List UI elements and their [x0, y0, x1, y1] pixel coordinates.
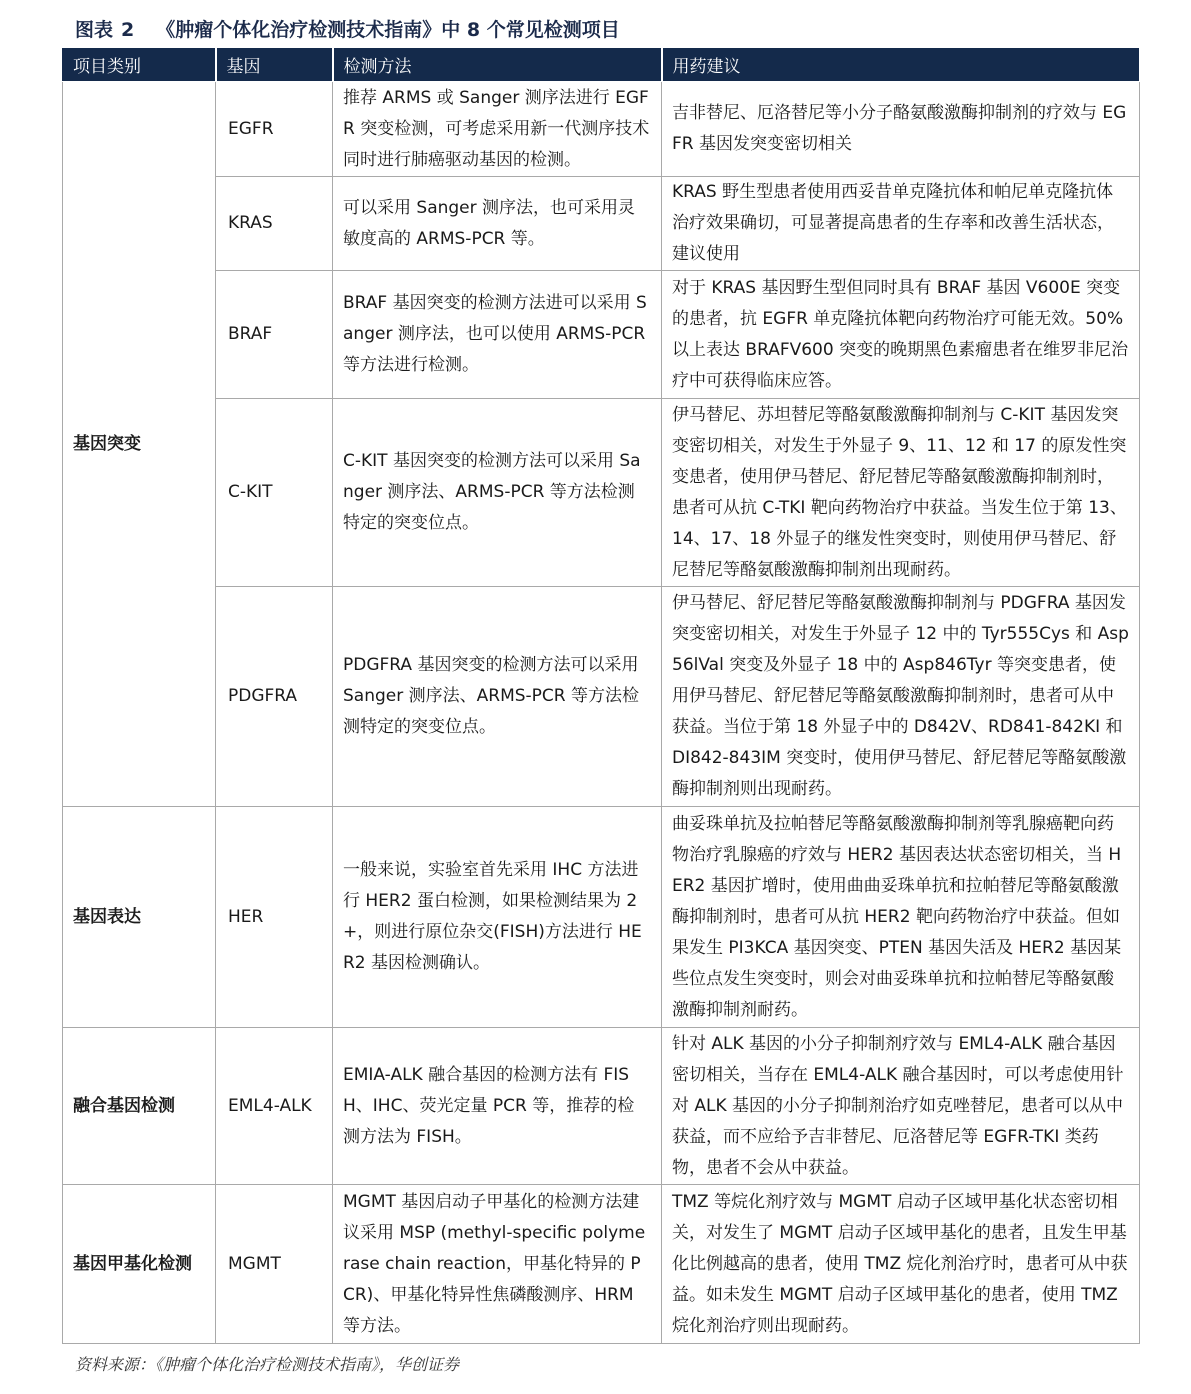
gene-cell: HER: [216, 807, 333, 1028]
method-cell: 可以采用 Sanger 测序法，也可采用灵敏度高的 ARMS-PCR 等。: [333, 177, 662, 271]
gene-cell: BRAF: [216, 271, 333, 399]
gene-cell: KRAS: [216, 177, 333, 271]
advice-cell: KRAS 野生型患者使用西妥昔单克隆抗体和帕尼单克隆抗体治疗效果确切，可显著提高患者的生存率和改善生活状态，建议使用: [662, 177, 1140, 271]
gene-cell: C-KIT: [216, 399, 333, 587]
method-cell: EMIA-ALK 融合基因的检测方法有 FISH、IHC、荧光定量 PCR 等，推荐的检测方法为 FISH。: [333, 1028, 662, 1185]
table-row: [63, 271, 1140, 399]
table-header-row: [63, 48, 1140, 82]
method-cell: PDGFRA 基因突变的检测方法可以采用 Sanger 测序法、ARMS-PCR 等方法检测特定的突变位点。: [333, 587, 662, 807]
figure-number: 2: [121, 19, 135, 41]
gene-cell: MGMT: [216, 1185, 333, 1344]
advice-cell: 吉非替尼、厄洛替尼等小分子酪氨酸激酶抑制剂的疗效与 EGFR 基因发突变密切相关: [662, 82, 1140, 177]
detection-items-table: [62, 47, 1140, 1344]
gene-cell: EGFR: [216, 82, 333, 177]
category-cell: 基因表达: [63, 807, 216, 1028]
header-method: 检测方法: [333, 48, 662, 82]
header-category: 项目类别: [63, 48, 216, 82]
header-advice: 用药建议: [662, 48, 1140, 82]
category-cell: 基因突变: [63, 82, 216, 807]
table-row: [63, 587, 1140, 807]
figure-title: [75, 15, 620, 42]
table-row: [63, 399, 1140, 587]
method-cell: MGMT 基因启动子甲基化的检测方法建议采用 MSP (methyl-specific polymerase chain reaction，甲基化特异的 PCR)、甲基化特异性焦磷酸测序、HRM 等方法。: [333, 1185, 662, 1344]
table-row: [63, 1028, 1140, 1185]
figure-title-text: 《肿瘤个体化治疗检测技术指南》中 8 个常见检测项目: [156, 19, 620, 41]
table-row: [63, 1185, 1140, 1344]
advice-cell: 对于 KRAS 基因野生型但同时具有 BRAF 基因 V600E 突变的患者，抗 EGFR 单克隆抗体靶向药物治疗可能无效。50%以上表达 BRAFV600 突变的晚期黑色素瘤患者在维罗非尼治疗中可获得临床应答。: [662, 271, 1140, 399]
header-gene: 基因: [216, 48, 333, 82]
table-row: [63, 807, 1140, 1028]
method-cell: 推荐 ARMS 或 Sanger 测序法进行 EGFR 突变检测，可考虑采用新一代测序技术同时进行肺癌驱动基因的检测。: [333, 82, 662, 177]
source-note: 资料来源：《肿瘤个体化治疗检测技术指南》，华创证券: [75, 1355, 460, 1374]
advice-cell: 曲妥珠单抗及拉帕替尼等酪氨酸激酶抑制剂等乳腺癌靶向药物治疗乳腺癌的疗效与 HER2 基因表达状态密切相关，当 HER2 基因扩增时，使用曲曲妥珠单抗和拉帕替尼等酪氨酸激酶抑制剂时，患者可从抗 HER2 靶向药物治疗中获益。但如果发生 PI3KCA 基因突变、PTEN 基因失活及 HER2 基因某些位点发生突变时，则会对曲妥珠单抗和拉帕替尼等酪氨酸激酶抑制剂耐药。: [662, 807, 1140, 1028]
table-row: [63, 82, 1140, 177]
category-cell: 融合基因检测: [63, 1028, 216, 1185]
gene-cell: PDGFRA: [216, 587, 333, 807]
advice-cell: 伊马替尼、苏坦替尼等酪氨酸激酶抑制剂与 C-KIT 基因发突变密切相关，对发生于外显子 9、11、12 和 17 的原发性突变患者，使用伊马替尼、舒尼替尼等酪氨酸激酶抑制剂时，患者可从抗 C-TKI 靶向药物治疗中获益。当发生位于第 13、14、17、18 外显子的继发性突变时，则使用伊马替尼、舒尼替尼等酪氨酸激酶抑制剂出现耐药。: [662, 399, 1140, 587]
table-row: [63, 177, 1140, 271]
category-cell: 基因甲基化检测: [63, 1185, 216, 1344]
method-cell: BRAF 基因突变的检测方法进可以采用 Sanger 测序法，也可以使用 ARMS-PCR 等方法进行检测。: [333, 271, 662, 399]
method-cell: 一般来说，实验室首先采用 IHC 方法进行 HER2 蛋白检测，如果检测结果为 2+，则进行原位杂交(FISH)方法进行 HER2 基因检测确认。: [333, 807, 662, 1028]
table-body: [63, 82, 1140, 1344]
figure-label: 图表: [75, 19, 114, 41]
advice-cell: 针对 ALK 基因的小分子抑制剂疗效与 EML4-ALK 融合基因密切相关，当存在 EML4-ALK 融合基因时，可以考虑使用针对 ALK 基因的小分子抑制剂治疗如克唑替尼，患者可以从中获益，而不应给予吉非替尼、厄洛替尼等 EGFR-TKI 类药物，患者不会从中获益。: [662, 1028, 1140, 1185]
gene-cell: EML4-ALK: [216, 1028, 333, 1185]
advice-cell: TMZ 等烷化剂疗效与 MGMT 启动子区域甲基化状态密切相关，对发生了 MGMT 启动子区域甲基化的患者，且发生甲基化比例越高的患者，使用 TMZ 烷化剂治疗时，患者可从中获益。如未发生 MGMT 启动子区域甲基化的患者，使用 TMZ 烷化剂治疗则出现耐药。: [662, 1185, 1140, 1344]
method-cell: C-KIT 基因突变的检测方法可以采用 Sanger 测序法、ARMS-PCR 等方法检测特定的突变位点。: [333, 399, 662, 587]
advice-cell: 伊马替尼、舒尼替尼等酪氨酸激酶抑制剂与 PDGFRA 基因发突变密切相关，对发生于外显子 12 中的 Tyr555Cys 和 Asp56lVal 突变及外显子 18 中的 Asp846Tyr 等突变患者，使用伊马替尼、舒尼替尼等酪氨酸激酶抑制剂时，患者可从中获益。当位于第 18 外显子中的 D842V、RD841-842KI 和 DI842-843IM 突变时，使用伊马替尼、舒尼替尼等酪氨酸激酶抑制剂则出现耐药。: [662, 587, 1140, 807]
